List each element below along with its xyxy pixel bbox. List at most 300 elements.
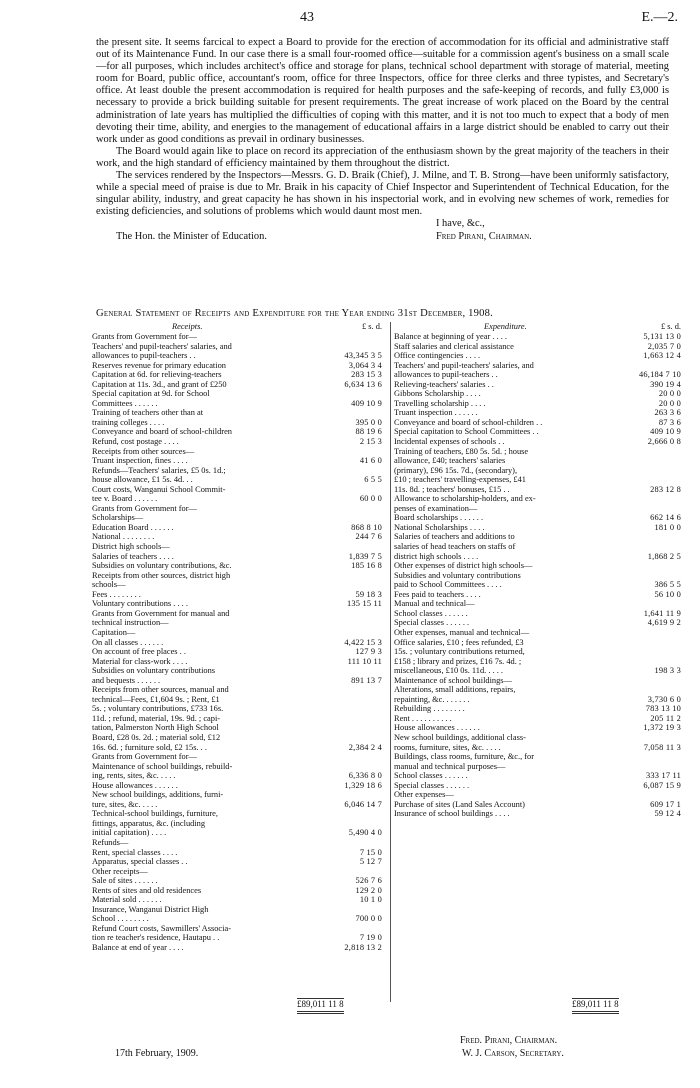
- table-row: [394, 523, 681, 533]
- row-amount: 409 10 9: [351, 398, 382, 408]
- row-amount: 6,336 8 0: [348, 771, 382, 781]
- row-label: Apparatus, special classes . .: [92, 857, 188, 867]
- row-label: tation, Palmerston North High School: [92, 723, 219, 733]
- table-row: [92, 456, 382, 466]
- chairman-signature: Fred. Pirani, Chairman.: [460, 1035, 558, 1046]
- closing-line: [96, 231, 669, 243]
- table-row: [92, 666, 382, 676]
- table-row: [92, 609, 382, 619]
- table-row: [394, 638, 681, 648]
- expenditure-header: [394, 322, 681, 332]
- table-row: [394, 389, 681, 399]
- row-amount: 395 0 0: [355, 417, 382, 427]
- table-row: [92, 361, 382, 371]
- row-label: On account of free places . .: [92, 647, 186, 657]
- row-label: Teachers' and pupil-teachers' salaries, and: [92, 341, 232, 351]
- row-label: Relieving-teachers' salaries . .: [394, 379, 494, 389]
- document-ref: E.—2.: [641, 10, 678, 25]
- row-label: 15s. ; voluntary contributions returned,: [394, 647, 525, 657]
- row-label: Teachers' and pupil-teachers' salaries, and: [394, 360, 534, 370]
- table-row: [394, 704, 681, 714]
- row-amount: 333 17 11: [646, 771, 681, 781]
- row-label: Capitation—: [92, 627, 136, 637]
- table-row: [92, 552, 382, 562]
- table-row: [92, 657, 382, 667]
- table-row: [394, 800, 681, 810]
- row-label: Insurance of school buildings . . . .: [394, 809, 510, 819]
- closing-regards: I have, &c.,: [436, 218, 485, 230]
- table-row: [394, 723, 681, 733]
- row-label: Grants from Government for manual and: [92, 608, 230, 618]
- table-row: [394, 399, 681, 409]
- table-row: [394, 418, 681, 428]
- row-amount: 1,663 12 4: [643, 351, 681, 361]
- row-amount: 609 17 1: [650, 799, 681, 809]
- table-row: [92, 771, 382, 781]
- row-amount: 4,619 9 2: [647, 618, 681, 628]
- row-label: allowances to pupil-teachers . .: [394, 370, 498, 380]
- table-row: [394, 408, 681, 418]
- row-label: Board, £28 0s. 2d. ; material sold, £12: [92, 732, 221, 742]
- row-label: School . . . . . . . .: [92, 914, 149, 924]
- table-row: [92, 838, 382, 848]
- row-label: £158 ; library and prizes, £16 7s. 4d. ;: [394, 656, 522, 666]
- row-label: School classes . . . . . .: [394, 771, 468, 781]
- row-amount: 59 18 3: [355, 589, 382, 599]
- table-row: [394, 342, 681, 352]
- row-amount: 2,818 13 2: [344, 943, 382, 952]
- table-row: [92, 905, 382, 915]
- row-label: Special classes . . . . . .: [394, 618, 470, 628]
- row-label: Technical-school buildings, furniture,: [92, 809, 218, 819]
- table-row: [92, 857, 382, 867]
- row-label: Gibbons Scholarship . . . .: [394, 389, 481, 399]
- table-row: [92, 380, 382, 390]
- paragraph: the present site. It seems farcical to expect a Board to provide for the erection of accommodation for its official and administrative staff out of its Maintenance Fund. In our case there is a small four-roomed office—suitable for a commission agent's business on a small scale—for all purposes, which includes architect's office and storage for plans, technical school department with storage of material, meeting room for Board, public office, accountant's room, office for three Inspectors, office for three clerks and three typistes, and Secretary's office. At least double the present accommodation is required for health purposes and the safe-keeping of records, and fully £3,000 is necessary to provide a brick building suitable for present requirements. The great increase of work placed on the Board by the central administration of late years has multiplied the difficulties of coping with this matter, and it is not too much to expect that a body of men devoting their time, ability, and energies to the management of educational affairs in a large district should be enabled to carry out their work under as good conditions as prevail in ordinary businesses.: [96, 37, 669, 145]
- table-row: [92, 628, 382, 638]
- row-amount: 6,634 13 6: [344, 379, 382, 389]
- statement-table: [92, 322, 682, 1017]
- row-label: Other expenses, manual and technical—: [394, 627, 530, 637]
- table-row: [92, 924, 382, 934]
- row-label: Rebuilding . . . . . . . .: [394, 704, 465, 714]
- row-label: Rent, special classes . . . .: [92, 847, 178, 857]
- table-row: [394, 552, 681, 562]
- row-label: Incidental expenses of schools . .: [394, 437, 505, 447]
- row-label: New school buildings, additions, furni-: [92, 790, 224, 800]
- row-amount: 20 0 0: [658, 398, 681, 408]
- row-amount: 386 5 5: [654, 580, 681, 590]
- table-row: [394, 361, 681, 371]
- row-label: District high schools—: [92, 542, 170, 552]
- table-row: [394, 685, 681, 695]
- row-label: Buildings, class rooms, furniture, &c., for: [394, 752, 535, 762]
- row-amount: 2,035 7 0: [647, 341, 681, 351]
- table-row: [92, 933, 382, 943]
- units-heading: £ s. d.: [660, 322, 681, 331]
- receipts-rows: [92, 332, 382, 953]
- row-amount: 88 19 6: [355, 427, 382, 437]
- table-row: [394, 781, 681, 791]
- row-label: Truant inspection . . . . . .: [394, 408, 478, 418]
- row-amount: 205 11 2: [650, 713, 681, 723]
- row-amount: 41 6 0: [359, 456, 382, 466]
- row-label: Capitation at 6d. for relieving-teachers: [92, 370, 222, 380]
- row-label: National . . . . . . . .: [92, 532, 155, 542]
- row-label: initial capitation) . . . .: [92, 828, 167, 838]
- table-row: [394, 351, 681, 361]
- table-row: [394, 504, 681, 514]
- expenditure-rows: [394, 332, 681, 819]
- row-amount: 700 0 0: [355, 914, 382, 924]
- row-amount: 3,730 6 0: [647, 694, 681, 704]
- row-label: Salaries of teachers . . . .: [92, 551, 174, 561]
- row-label: Special capitation to School Committees . .: [394, 427, 539, 437]
- page-number: 43: [300, 10, 314, 25]
- row-label: New school buildings, additional class-: [394, 732, 526, 742]
- row-amount: 135 15 11: [347, 599, 382, 609]
- row-label: Maintenance of school buildings, rebuild-: [92, 761, 233, 771]
- row-amount: 59 12 4: [654, 809, 681, 819]
- table-row: [92, 342, 382, 352]
- row-amount: 56 10 0: [654, 589, 681, 599]
- row-label: Truant inspection, fines . . . .: [92, 456, 188, 466]
- expenditure-heading: Expenditure.: [484, 322, 527, 331]
- row-amount: 6 5 5: [364, 475, 382, 485]
- table-row: [394, 456, 681, 466]
- row-amount: 1,839 7 5: [348, 551, 382, 561]
- table-row: [394, 666, 681, 676]
- row-amount: 5,131 13 0: [643, 332, 681, 341]
- row-label: Other receipts—: [92, 866, 148, 876]
- row-label: Fees paid to teachers . . . .: [394, 589, 481, 599]
- row-label: House allowances . . . . . .: [394, 723, 480, 733]
- table-row: [92, 418, 382, 428]
- table-row: [92, 485, 382, 495]
- table-row: [394, 733, 681, 743]
- row-label: Special capitation at 9d. for School: [92, 389, 210, 399]
- expenditure-total: £89,011 11 8: [572, 998, 619, 1014]
- row-label: Sale of sites . . . . . .: [92, 876, 158, 886]
- row-amount: 7,058 11 3: [643, 742, 681, 752]
- table-row: [394, 657, 681, 667]
- row-label: technical instruction—: [92, 618, 169, 628]
- row-label: Special classes . . . . . .: [394, 780, 470, 790]
- row-label: Rents of sites and old residences: [92, 885, 202, 895]
- row-label: Insurance, Wanganui District High: [92, 904, 209, 914]
- row-label: penses of examination—: [394, 503, 478, 513]
- table-row: [92, 762, 382, 772]
- row-label: Training of teachers other than at: [92, 408, 204, 418]
- table-row: [394, 743, 681, 753]
- closing-line: [96, 218, 669, 230]
- table-row: [92, 790, 382, 800]
- row-label: repainting, &c. . . . . . .: [394, 694, 470, 704]
- row-label: Allowance to scholarship-holders, and ex-: [394, 494, 536, 504]
- receipts-heading: Receipts.: [172, 322, 203, 331]
- table-row: [394, 427, 681, 437]
- table-row: [394, 771, 681, 781]
- row-amount: 5 12 7: [359, 857, 382, 867]
- row-label: Subsidies on voluntary contributions: [92, 666, 216, 676]
- table-row: [92, 542, 382, 552]
- row-amount: 43,345 3 5: [344, 351, 382, 361]
- row-amount: 7 19 0: [359, 933, 382, 943]
- row-amount: 1,868 2 5: [647, 551, 681, 561]
- row-label: Fees . . . . . . . .: [92, 589, 141, 599]
- row-label: rooms, furniture, sites, &c. . . . .: [394, 742, 501, 752]
- row-amount: 283 15 3: [351, 370, 382, 380]
- row-label: £10 ; teachers' travelling-expenses, £41: [394, 475, 526, 485]
- row-label: fittings, apparatus, &c. (including: [92, 818, 206, 828]
- table-row: [394, 676, 681, 686]
- row-label: manual and technical purposes—: [394, 761, 506, 771]
- row-amount: 263 3 6: [654, 408, 681, 418]
- receipts-total: £89,011 11 8: [297, 998, 344, 1014]
- table-row: [92, 590, 382, 600]
- paragraph: The services rendered by the Inspectors—Messrs. G. D. Braik (Chief), J. Milne, and T. B. Strong—have been uniformly satisfactory, while a special meed of praise is due to Mr. Braik in his capacity of Chief Inspector and Superintendent of Technical Education, for the singular ability, industry, and great capacity he has shown in his inspectorial work, and in evolving new schemes of work, remedies for existing deficiencies, and solutions of problems which would daunt most men.: [96, 170, 669, 218]
- row-label: Subsidies on voluntary contributions, &c.: [92, 561, 232, 571]
- row-label: Material for class-work . . . .: [92, 656, 188, 666]
- statement-date: 17th February, 1909.: [115, 1048, 199, 1059]
- row-label: On all classes . . . . . .: [92, 637, 164, 647]
- table-row: [92, 475, 382, 485]
- row-amount: 6,046 14 7: [344, 799, 382, 809]
- table-row: [394, 580, 681, 590]
- row-label: Other expenses of district high schools—: [394, 561, 533, 571]
- table-row: [92, 638, 382, 648]
- row-label: 16s. 6d. ; furniture sold, £2 15s. . .: [92, 742, 207, 752]
- row-label: paid to School Committees . . . .: [394, 580, 502, 590]
- row-label: Subsidies and voluntary contributions: [394, 570, 521, 580]
- row-label: Grants from Government for—: [92, 752, 197, 762]
- table-row: [394, 752, 681, 762]
- table-row: [394, 494, 681, 504]
- row-amount: 181 0 0: [654, 522, 681, 532]
- table-row: [92, 532, 382, 542]
- row-amount: 283 12 8: [650, 484, 681, 494]
- table-row: [92, 914, 382, 924]
- report-text: [96, 37, 669, 243]
- table-row: [92, 943, 382, 953]
- row-amount: 3,064 3 4: [348, 360, 382, 370]
- signature: Fred Pirani, Chairman.: [436, 230, 532, 242]
- row-label: Manual and technical—: [394, 599, 475, 609]
- table-row: [92, 800, 382, 810]
- row-amount: 46,184 7 10: [639, 370, 681, 380]
- table-row: [92, 647, 382, 657]
- row-label: house allowance, £1 5s. 4d. . .: [92, 475, 193, 485]
- table-row: [394, 447, 681, 457]
- row-label: (primary), £96 15s. 7d., (secondary),: [394, 465, 518, 475]
- table-row: [92, 743, 382, 753]
- row-label: Alterations, small additions, repairs,: [394, 685, 516, 695]
- table-row: [394, 590, 681, 600]
- row-label: Voluntary contributions . . . .: [92, 599, 188, 609]
- table-row: [92, 714, 382, 724]
- table-row: [92, 752, 382, 762]
- table-row: [394, 475, 681, 485]
- row-label: 11d. ; refund, material, 19s. 9d. ; capi-: [92, 713, 221, 723]
- row-amount: 2,666 0 8: [647, 437, 681, 447]
- row-label: Maintenance of school buildings—: [394, 675, 512, 685]
- row-label: and bequests . . . . . .: [92, 675, 161, 685]
- row-amount: 129 2 0: [355, 885, 382, 895]
- row-amount: 1,372 19 3: [643, 723, 681, 733]
- row-amount: 891 13 7: [351, 675, 382, 685]
- table-row: [394, 571, 681, 581]
- row-label: 5s. ; voluntary contributions, £733 16s.: [92, 704, 224, 714]
- table-row: [92, 399, 382, 409]
- table-row: [92, 580, 382, 590]
- table-row: [92, 895, 382, 905]
- table-row: [92, 676, 382, 686]
- table-row: [394, 618, 681, 628]
- row-label: Refunds—: [92, 837, 129, 847]
- row-amount: 185 16 8: [351, 561, 382, 571]
- row-label: Board scholarships . . . . . .: [394, 513, 484, 523]
- row-label: Balance at end of year . . . .: [92, 943, 184, 952]
- receipts-column: [92, 322, 382, 953]
- table-row: [394, 647, 681, 657]
- table-row: [92, 351, 382, 361]
- table-row: [92, 695, 382, 705]
- row-label: miscellaneous, £10 0s. 11d. . . . .: [394, 666, 504, 676]
- row-label: House allowances . . . . . .: [92, 780, 178, 790]
- statement-title: General Statement of Receipts and Expenditure for the Year ending 31st December, 1908.: [96, 308, 493, 319]
- row-label: Staff salaries and clerical assistance: [394, 341, 514, 351]
- table-row: [92, 513, 382, 523]
- row-label: Purchase of sites (Land Sales Account): [394, 799, 525, 809]
- row-label: Office contingencies . . . .: [394, 351, 481, 361]
- table-row: [92, 504, 382, 514]
- table-row: [92, 427, 382, 437]
- row-label: National Scholarships . . . .: [394, 522, 485, 532]
- table-row: [92, 867, 382, 877]
- row-amount: 2,384 2 4: [348, 742, 382, 752]
- table-row: [92, 389, 382, 399]
- table-row: [92, 723, 382, 733]
- table-row: [92, 599, 382, 609]
- row-label: technical—Fees, £1,604 9s. ; Rent, £1: [92, 694, 220, 704]
- row-label: district high schools . . . .: [394, 551, 479, 561]
- row-label: Training of teachers, £80 5s. 5d. ; house: [394, 446, 529, 456]
- row-label: Rent . . . . . . . . . .: [394, 713, 452, 723]
- table-row: [92, 618, 382, 628]
- row-label: Office salaries, £10 ; fees refunded, £3: [394, 637, 524, 647]
- row-label: Refunds—Teachers' salaries, £5 0s. 1d.;: [92, 465, 226, 475]
- row-amount: 1,641 11 9: [643, 608, 681, 618]
- row-label: Scholarships—: [92, 513, 144, 523]
- table-row: [92, 571, 382, 581]
- table-row: [92, 704, 382, 714]
- row-label: tion re teacher's residence, Hautapu . .: [92, 933, 220, 943]
- row-label: 11s. 8d. ; teachers' bonuses, £15 . .: [394, 484, 510, 494]
- table-row: [92, 447, 382, 457]
- units-heading: £ s. d.: [361, 322, 382, 331]
- table-row: [394, 370, 681, 380]
- row-label: Conveyance and board of school-children . .: [394, 417, 543, 427]
- row-label: Receipts from other sources, manual and: [92, 685, 229, 695]
- row-amount: 783 13 10: [645, 704, 681, 714]
- table-row: [394, 332, 681, 342]
- row-amount: 198 3 3: [654, 666, 681, 676]
- table-row: [92, 848, 382, 858]
- row-amount: 526 7 6: [355, 876, 382, 886]
- table-row: [394, 695, 681, 705]
- row-amount: 6,087 15 9: [643, 780, 681, 790]
- row-amount: 7 15 0: [359, 847, 382, 857]
- table-row: [394, 790, 681, 800]
- row-amount: 868 8 10: [351, 522, 382, 532]
- row-label: Refund Court costs, Sawmillers' Associa-: [92, 923, 231, 933]
- row-label: ture, sites, &c. . . . .: [92, 799, 158, 809]
- row-label: School classes . . . . . .: [394, 608, 468, 618]
- row-label: training colleges . . . .: [92, 417, 165, 427]
- row-amount: 4,422 15 3: [344, 637, 382, 647]
- row-label: Grants from Government for—: [92, 332, 197, 341]
- table-row: [394, 466, 681, 476]
- table-row: [394, 609, 681, 619]
- row-amount: 10 1 0: [359, 895, 382, 905]
- table-row: [92, 408, 382, 418]
- table-row: [394, 513, 681, 523]
- table-row: [92, 819, 382, 829]
- row-amount: 390 19 4: [650, 379, 681, 389]
- table-row: [92, 886, 382, 896]
- expenditure-column: [390, 322, 681, 1002]
- row-label: Refund, cost postage . . . .: [92, 437, 179, 447]
- table-row: [394, 714, 681, 724]
- table-row: [394, 437, 681, 447]
- row-amount: 2 15 3: [359, 437, 382, 447]
- table-row: [394, 542, 681, 552]
- row-label: Balance at beginning of year . . . .: [394, 332, 508, 341]
- row-label: allowance, £40; teachers' salaries: [394, 456, 506, 466]
- table-row: [394, 380, 681, 390]
- table-row: [92, 561, 382, 571]
- row-amount: 409 10 9: [650, 427, 681, 437]
- table-row: [394, 628, 681, 638]
- table-row: [92, 685, 382, 695]
- table-row: [92, 809, 382, 819]
- addressee: The Hon. the Minister of Education.: [116, 230, 267, 242]
- row-label: Education Board . . . . . .: [92, 522, 174, 532]
- row-amount: 60 0 0: [359, 494, 382, 504]
- row-label: ing, rents, sites, &c. . . . .: [92, 771, 176, 781]
- row-label: Travelling scholarship . . . .: [394, 398, 486, 408]
- row-amount: 244 7 6: [355, 532, 382, 542]
- row-label: Conveyance and board of school-children: [92, 427, 232, 437]
- row-label: Receipts from other sources, district high: [92, 570, 231, 580]
- table-row: [394, 762, 681, 772]
- row-amount: 111 10 11: [347, 656, 382, 666]
- row-amount: 1,329 18 6: [344, 780, 382, 790]
- row-label: schools—: [92, 580, 126, 590]
- row-amount: 127 9 3: [355, 647, 382, 657]
- table-row: [92, 828, 382, 838]
- table-row: [394, 809, 681, 819]
- row-label: Reserves revenue for primary education: [92, 360, 226, 370]
- row-label: Capitation at 11s. 3d., and grant of £250: [92, 379, 227, 389]
- row-label: Material sold . . . . . .: [92, 895, 162, 905]
- table-row: [92, 370, 382, 380]
- table-row: [394, 485, 681, 495]
- page-header: [0, 10, 700, 28]
- row-label: Other expenses—: [394, 790, 454, 800]
- row-label: tee v. Board . . . . . .: [92, 494, 158, 504]
- receipts-header: [92, 322, 382, 332]
